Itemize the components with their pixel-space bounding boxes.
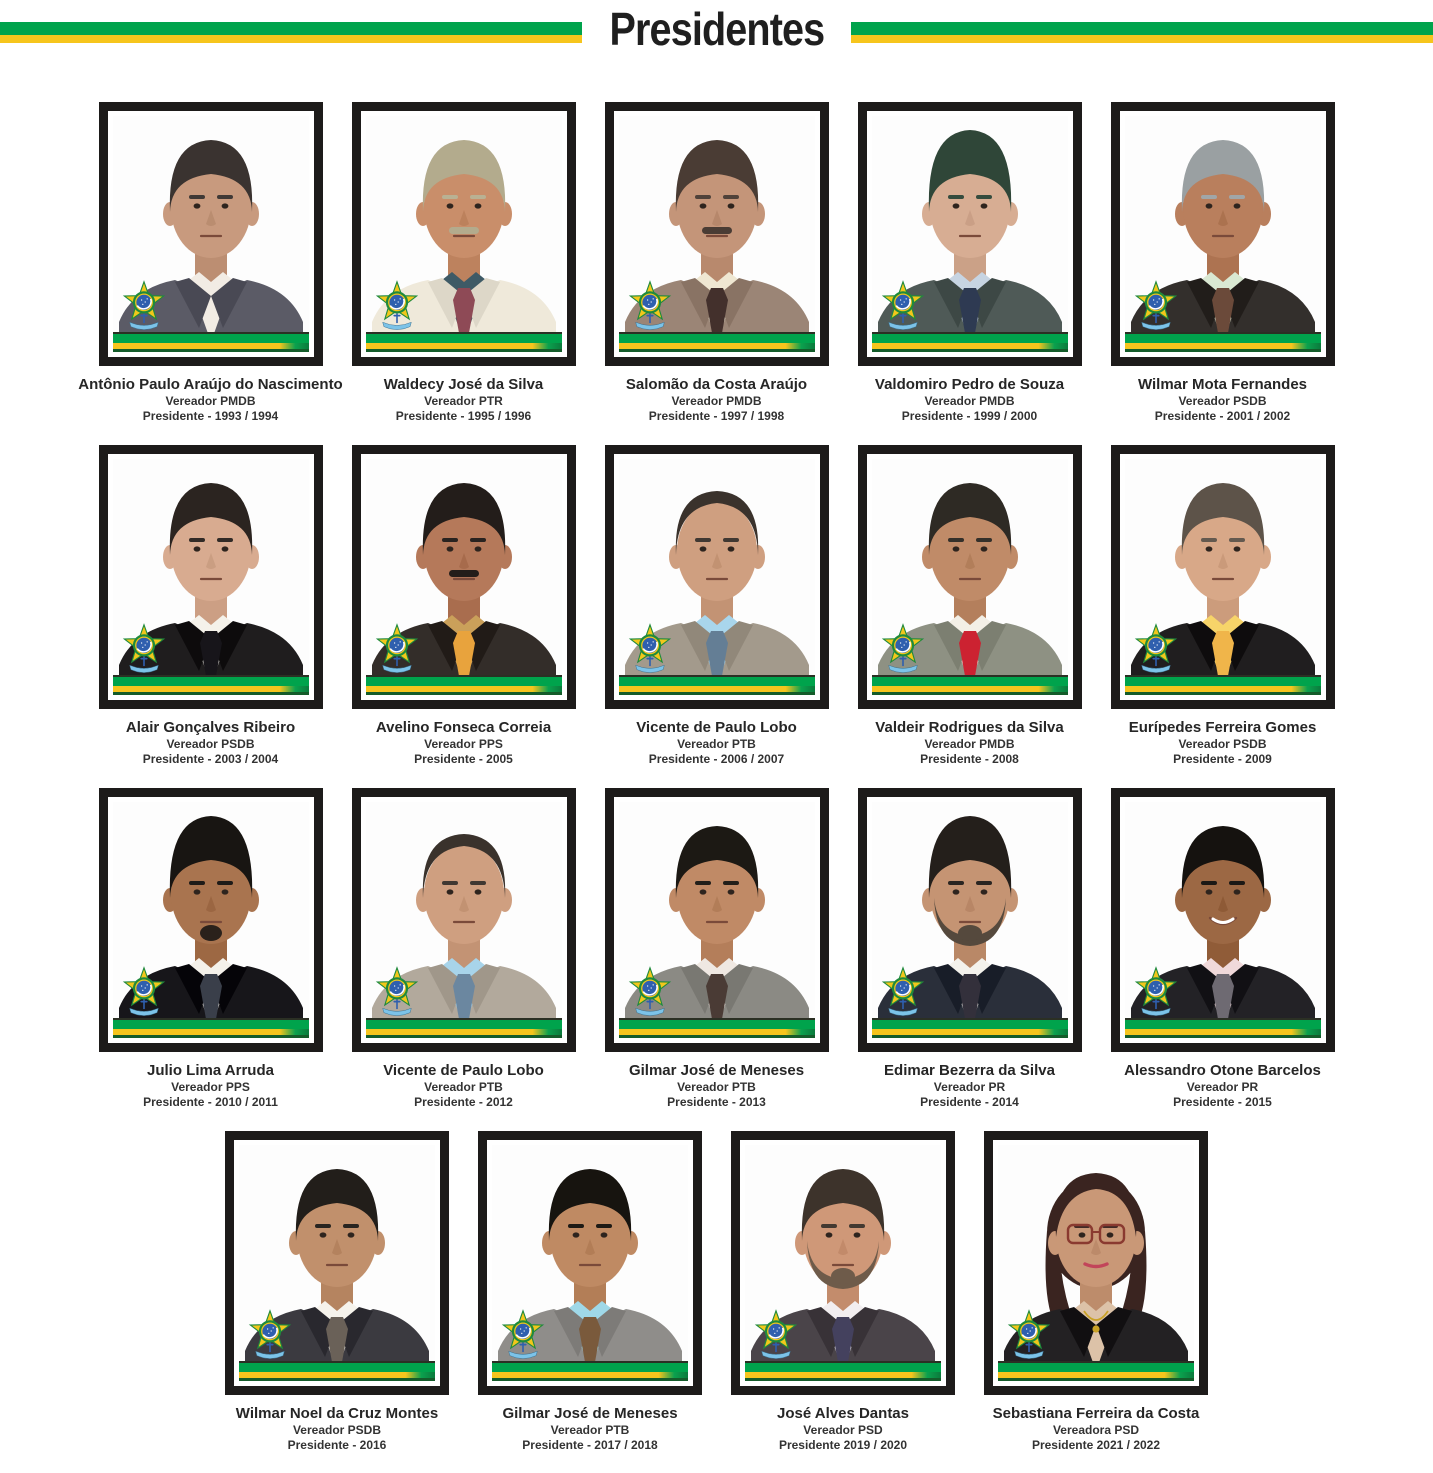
ribbon-bottom-line <box>113 349 309 352</box>
president-role: Vereador PPS <box>424 737 503 751</box>
president-term: Presidente - 2016 <box>287 1438 387 1452</box>
portrait-frame <box>984 1131 1208 1395</box>
portrait-frame <box>225 1131 449 1395</box>
portrait-frame <box>858 445 1082 709</box>
ribbon-green-stripe <box>113 677 309 686</box>
president-role: Vereador PTB <box>550 1423 630 1437</box>
brazil-coat-of-arms-icon <box>752 1306 800 1360</box>
yellow-stripe <box>0 35 582 43</box>
brazil-coat-of-arms-icon <box>626 963 674 1017</box>
ribbon-bottom-line <box>1125 1035 1321 1038</box>
brazil-flag-ribbon <box>1125 1018 1321 1038</box>
president-name: Avelino Fonseca Correia <box>375 719 552 736</box>
president-card <box>225 1131 449 1453</box>
portrait-photo <box>619 802 815 1038</box>
president-name: Eurípedes Ferreira Gomes <box>1128 719 1317 736</box>
brazil-coat-of-arms-icon <box>879 277 927 331</box>
ribbon-green-stripe <box>1125 677 1321 686</box>
ribbon-green-stripe <box>492 1363 688 1372</box>
president-role: Vereador PTB <box>424 1080 503 1094</box>
president-name: José Alves Dantas <box>776 1405 909 1422</box>
brazil-flag-ribbon <box>872 1018 1068 1038</box>
president-name: Wilmar Mota Fernandes <box>1137 376 1308 393</box>
ribbon-bottom-line <box>619 1035 815 1038</box>
president-role: Vereador PR <box>1186 1080 1259 1094</box>
ribbon-bottom-line <box>872 692 1068 695</box>
portrait-caption <box>1124 1062 1321 1110</box>
ribbon-bottom-line <box>619 349 815 352</box>
presidents-gallery <box>0 52 1433 1453</box>
brazil-coat-of-arms-icon <box>120 620 168 674</box>
ribbon-green-stripe <box>366 1020 562 1029</box>
ribbon-green-stripe <box>113 334 309 343</box>
portrait-caption <box>236 1405 438 1453</box>
portrait-frame <box>99 102 323 366</box>
president-card <box>605 788 829 1110</box>
portrait-photo <box>1125 459 1321 695</box>
president-term: Presidente - 2003 / 2004 <box>142 752 279 766</box>
ribbon-green-stripe <box>745 1363 941 1372</box>
brazil-coat-of-arms-icon <box>626 277 674 331</box>
president-card <box>352 788 576 1110</box>
president-card <box>99 788 323 1110</box>
president-name: Alessandro Otone Barcelos <box>1124 1062 1321 1079</box>
ribbon-bottom-line <box>366 1035 562 1038</box>
ribbon-green-stripe <box>239 1363 435 1372</box>
president-card <box>858 102 1082 424</box>
president-role: Vereador PSD <box>803 1423 883 1437</box>
brazil-flag-ribbon <box>366 675 562 695</box>
president-term: Presidente - 1995 / 1996 <box>395 409 532 423</box>
portrait-frame <box>352 102 576 366</box>
ribbon-green-stripe <box>872 677 1068 686</box>
brazil-flag-ribbon <box>366 332 562 352</box>
president-term: Presidente - 2010 / 2011 <box>143 1095 278 1109</box>
brazil-flag-ribbon <box>619 332 815 352</box>
ribbon-bottom-line <box>239 1378 435 1381</box>
portrait-caption <box>629 1062 804 1110</box>
president-name: Gilmar José de Meneses <box>628 1062 805 1079</box>
portrait-caption <box>383 1062 544 1110</box>
president-name: Valdeir Rodrigues da Silva <box>875 719 1064 736</box>
brazil-flag-ribbon <box>872 332 1068 352</box>
brazil-coat-of-arms-icon <box>246 1306 294 1360</box>
president-role: Vereador PPS <box>171 1080 250 1094</box>
portrait-photo <box>366 459 562 695</box>
gallery-row-4 <box>0 1131 1433 1453</box>
portrait-caption <box>1138 376 1307 424</box>
portrait-frame <box>1111 102 1335 366</box>
portrait-photo <box>1125 802 1321 1038</box>
portrait-frame <box>858 788 1082 1052</box>
brazil-flag-ribbon <box>998 1361 1194 1381</box>
brazil-coat-of-arms-icon <box>879 963 927 1017</box>
president-role: Vereadora PSD <box>1052 1423 1140 1437</box>
president-term: Presidente - 2008 <box>920 752 1019 766</box>
president-term: Presidente - 2001 / 2002 <box>1154 409 1291 423</box>
brazil-coat-of-arms-icon <box>1132 620 1180 674</box>
president-term: Presidente - 2006 / 2007 <box>648 752 785 766</box>
brazil-flag-ribbon <box>872 675 1068 695</box>
president-card <box>605 102 829 424</box>
president-term: Presidente - 2014 <box>920 1095 1019 1109</box>
brazil-coat-of-arms-icon <box>120 963 168 1017</box>
brazil-coat-of-arms-icon <box>120 277 168 331</box>
ribbon-green-stripe <box>619 1020 815 1029</box>
portrait-photo <box>113 116 309 352</box>
president-role: Vereador PMDB <box>671 394 762 408</box>
brazil-coat-of-arms-icon <box>373 277 421 331</box>
ribbon-bottom-line <box>745 1378 941 1381</box>
brazil-flag-ribbon <box>1125 332 1321 352</box>
portrait-photo <box>619 116 815 352</box>
brazil-flag-ribbon <box>745 1361 941 1381</box>
president-name: Valdomiro Pedro de Souza <box>874 376 1065 393</box>
president-role: Vereador PSDB <box>292 1423 382 1437</box>
portrait-caption <box>875 376 1064 424</box>
president-role: Vereador PSDB <box>166 737 255 751</box>
brazil-flag-ribbon <box>619 1018 815 1038</box>
portrait-caption <box>143 1062 278 1110</box>
portrait-photo <box>366 802 562 1038</box>
brazil-flag-ribbon <box>492 1361 688 1381</box>
portrait-caption <box>884 1062 1055 1110</box>
portrait-photo <box>239 1145 435 1381</box>
ribbon-green-stripe <box>1125 1020 1321 1029</box>
ribbon-bottom-line <box>113 692 309 695</box>
portrait-caption <box>502 1405 677 1453</box>
president-card <box>1111 445 1335 767</box>
ribbon-bottom-line <box>1125 349 1321 352</box>
president-role: Vereador PTB <box>677 737 756 751</box>
ribbon-bottom-line <box>113 1035 309 1038</box>
ribbon-green-stripe <box>998 1363 1194 1372</box>
ribbon-bottom-line <box>872 1035 1068 1038</box>
brazil-coat-of-arms-icon <box>626 620 674 674</box>
portrait-photo <box>998 1145 1194 1381</box>
president-term: Presidente 2021 / 2022 <box>1031 1438 1161 1452</box>
brazil-coat-of-arms-icon <box>1005 1306 1053 1360</box>
president-role: Vereador PSDB <box>1178 394 1267 408</box>
green-stripe <box>851 22 1433 35</box>
ribbon-bottom-line <box>872 349 1068 352</box>
header-left-flag-bar <box>0 22 582 43</box>
brazil-flag-ribbon <box>619 675 815 695</box>
president-term: Presidente - 1993 / 1994 <box>142 409 279 423</box>
portrait-frame <box>858 102 1082 366</box>
portrait-caption <box>636 719 797 767</box>
president-term: Presidente 2019 / 2020 <box>778 1438 908 1452</box>
portrait-photo <box>113 802 309 1038</box>
president-name: Salomão da Costa Araújo <box>625 376 808 393</box>
president-card <box>478 1131 702 1453</box>
ribbon-bottom-line <box>619 692 815 695</box>
ribbon-green-stripe <box>1125 334 1321 343</box>
president-card <box>352 102 576 424</box>
portrait-frame <box>478 1131 702 1395</box>
portrait-frame <box>731 1131 955 1395</box>
brazil-flag-ribbon <box>113 1018 309 1038</box>
portrait-photo <box>1125 116 1321 352</box>
portrait-photo <box>872 116 1068 352</box>
gallery-row-3 <box>0 788 1433 1110</box>
president-card <box>984 1131 1208 1453</box>
president-role: Vereador PMDB <box>165 394 256 408</box>
page-title: Presidentes <box>609 3 824 55</box>
gallery-row-1 <box>0 102 1433 424</box>
portrait-frame <box>352 445 576 709</box>
ribbon-green-stripe <box>619 677 815 686</box>
brazil-flag-ribbon <box>366 1018 562 1038</box>
brazil-coat-of-arms-icon <box>1132 963 1180 1017</box>
portrait-caption <box>78 376 342 424</box>
president-name: Julio Lima Arruda <box>147 1062 274 1079</box>
president-role: Vereador PTR <box>424 394 503 408</box>
gallery-row-2 <box>0 445 1433 767</box>
president-role: Vereador PTB <box>677 1080 756 1094</box>
president-term: Presidente - 1997 / 1998 <box>648 409 785 423</box>
president-name: Waldecy José da Silva <box>383 376 544 393</box>
brazil-flag-ribbon <box>1125 675 1321 695</box>
president-term: Presidente - 2013 <box>667 1095 766 1109</box>
ribbon-green-stripe <box>366 334 562 343</box>
ribbon-bottom-line <box>366 349 562 352</box>
president-name: Alair Gonçalves Ribeiro <box>125 719 296 736</box>
president-term: Presidente - 2017 / 2018 <box>522 1438 658 1452</box>
portrait-frame <box>352 788 576 1052</box>
portrait-frame <box>1111 788 1335 1052</box>
president-card <box>731 1131 955 1453</box>
president-term: Presidente - 2005 <box>414 752 513 766</box>
president-card <box>1111 102 1335 424</box>
ribbon-green-stripe <box>872 1020 1068 1029</box>
ribbon-bottom-line <box>366 692 562 695</box>
president-name: Vicente de Paulo Lobo <box>383 1062 544 1079</box>
portrait-photo <box>113 459 309 695</box>
president-card <box>858 788 1082 1110</box>
portrait-photo <box>872 802 1068 1038</box>
president-card <box>858 445 1082 767</box>
portrait-photo <box>366 116 562 352</box>
portrait-caption <box>993 1405 1200 1453</box>
portrait-photo <box>872 459 1068 695</box>
brazil-coat-of-arms-icon <box>373 620 421 674</box>
portrait-photo <box>619 459 815 695</box>
ribbon-green-stripe <box>113 1020 309 1029</box>
president-term: Presidente - 1999 / 2000 <box>901 409 1038 423</box>
page-header <box>0 3 1433 55</box>
president-name: Edimar Bezerra da Silva <box>884 1062 1055 1079</box>
portrait-caption <box>126 719 295 767</box>
brazil-flag-ribbon <box>113 332 309 352</box>
ribbon-bottom-line <box>492 1378 688 1381</box>
portrait-caption <box>384 376 544 424</box>
president-card <box>99 445 323 767</box>
ribbon-bottom-line <box>998 1378 1194 1381</box>
portrait-caption <box>777 1405 909 1453</box>
portrait-frame <box>605 788 829 1052</box>
portrait-frame <box>605 445 829 709</box>
portrait-photo <box>492 1145 688 1381</box>
president-term: Presidente - 2012 <box>414 1095 513 1109</box>
president-name: Gilmar José de Meneses <box>502 1405 678 1422</box>
portrait-photo <box>745 1145 941 1381</box>
president-term: Presidente - 2015 <box>1173 1095 1272 1109</box>
president-term: Presidente - 2009 <box>1173 752 1272 766</box>
president-name: Vicente de Paulo Lobo <box>636 719 797 736</box>
portrait-caption <box>626 376 807 424</box>
brazil-coat-of-arms-icon <box>373 963 421 1017</box>
president-role: Vereador PMDB <box>924 394 1015 408</box>
portrait-frame <box>99 445 323 709</box>
brazil-coat-of-arms-icon <box>879 620 927 674</box>
president-name: Wilmar Noel da Cruz Montes <box>235 1405 439 1422</box>
president-name: Antônio Paulo Araújo do Nascimento <box>78 376 343 393</box>
portrait-frame <box>99 788 323 1052</box>
portrait-frame <box>605 102 829 366</box>
president-role: Vereador PSDB <box>1178 737 1267 751</box>
header-right-flag-bar <box>851 22 1433 43</box>
president-card <box>78 102 343 424</box>
portrait-caption <box>376 719 551 767</box>
brazil-flag-ribbon <box>239 1361 435 1381</box>
president-role: Vereador PR <box>933 1080 1006 1094</box>
president-role: Vereador PMDB <box>924 737 1015 751</box>
brazil-coat-of-arms-icon <box>499 1306 547 1360</box>
yellow-stripe <box>851 35 1433 43</box>
green-stripe <box>0 22 582 35</box>
ribbon-green-stripe <box>366 677 562 686</box>
ribbon-bottom-line <box>1125 692 1321 695</box>
president-card <box>352 445 576 767</box>
president-card <box>1111 788 1335 1110</box>
president-card <box>605 445 829 767</box>
portrait-caption <box>1129 719 1317 767</box>
ribbon-green-stripe <box>872 334 1068 343</box>
brazil-flag-ribbon <box>113 675 309 695</box>
brazil-coat-of-arms-icon <box>1132 277 1180 331</box>
president-name: Sebastiana Ferreira da Costa <box>992 1405 1200 1422</box>
portrait-caption <box>875 719 1063 767</box>
ribbon-green-stripe <box>619 334 815 343</box>
portrait-frame <box>1111 445 1335 709</box>
